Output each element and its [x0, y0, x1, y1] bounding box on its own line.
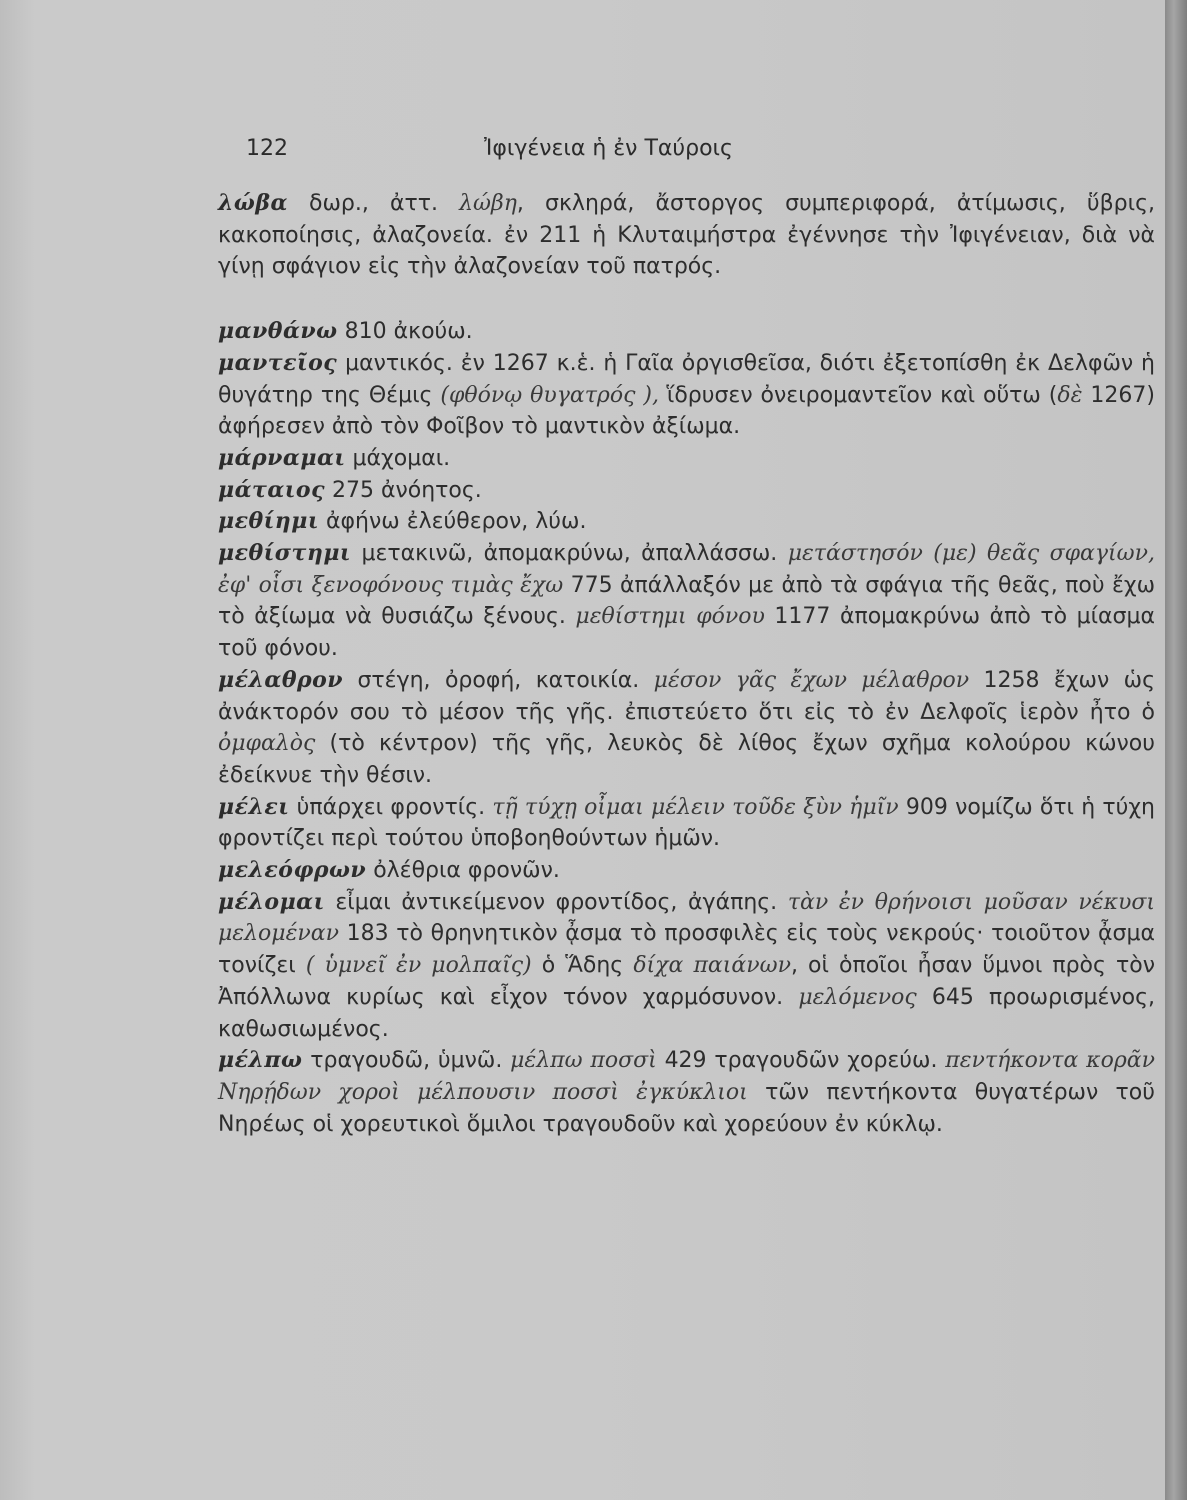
entry-headword: μέλπω — [218, 1047, 303, 1074]
glossary-entries — [218, 188, 1155, 1140]
glossary-entry — [218, 443, 1155, 475]
entry-text: , οἱ ὁποῖοι ἦσαν ὕμνοι πρὸς τὸν Ἀπόλλωνα κυρίως καὶ εἶχον τόνον χαρμόσυνον. — [218, 953, 1156, 1010]
entry-headword: μαντεῖος — [218, 349, 338, 376]
glossary-entry — [218, 506, 1155, 538]
entry-text: τραγουδῶ, ὑμνῶ. — [302, 1048, 511, 1074]
entry-text: (τὸ κέντρον) τῆς γῆς, λευκὸς δὲ λίθος ἔχων σχῆμα κολούρου κώνου ἐδείκνυε τὴν θέσιν. — [218, 731, 1155, 788]
entry-text: δωρ., ἀττ. — [287, 191, 460, 216]
entry-headword: μελεόφρων — [218, 857, 367, 884]
entry-text: 1177 ἀπομακρύνω ἀπὸ τὸ μίασμα τοῦ φόνου. — [218, 604, 1155, 662]
glossary-entry — [218, 475, 1155, 507]
page-header — [246, 136, 846, 170]
entry-headword: μεθίημι — [218, 508, 320, 535]
entry-text: ἵδρυσεν ὀνειρομαντεῖον καὶ οὕτω ( — [658, 382, 1058, 408]
entry-headword: λώβα — [218, 190, 288, 216]
entry-quotation: μέλπω ποσσὶ — [510, 1048, 657, 1074]
entry-headword: μεθίστημι — [218, 540, 352, 567]
entry-headword: μέλαθρον — [218, 666, 344, 693]
page-number: 122 — [246, 136, 288, 161]
entry-text: τῶν πεντήκοντα θυγατέρων τοῦ Νηρέως οἱ χορευτικοὶ ὅμιλοι τραγουδοῦν καὶ χορεύουν ἐν κύκλῳ. — [218, 1079, 1155, 1137]
entry-text: 1258 ἔχων ὡς ἀνάκτορόν σου τὸ μέσον τῆς γῆς. ἐπιστεύετο ὅτι εἰς τὸ ἐν Δελφοῖς ἱερὸν ἦτο ὁ — [218, 667, 1155, 725]
glossary-entry — [218, 792, 1155, 855]
entry-text: 775 ἀπάλλαξόν με ἀπὸ τὰ σφάγια τῆς θεᾶς, ποὺ ἔχω τὸ ἀξίωμα νὰ θυσιάζω ξένους. — [218, 572, 1155, 630]
entry-quotation: μετάστησόν (με) θεᾶς σφαγίων, ἐφ' οἷσι ξενοφόνους τιμὰς ἔχω — [218, 541, 1155, 598]
entry-text: ὁ Ἅδης — [531, 953, 634, 979]
page-edge — [1165, 0, 1187, 1500]
entry-text: μαντικός. ἐν 1267 κ.ἑ. ἡ Γαῖα ὀργισθεῖσα, διότι ἐξετοπίσθη ἐκ Δελφῶν ἡ θυγάτηρ της Θέμις — [218, 350, 1155, 408]
entry-text: , σκληρά, ἄστοργος συμπεριφορά, ἀτίμωσις, ὕβρις, κακοποίησις, ἀλαζονεία. ἐν 211 ἡ Κλυταιμήστρα ἐγέννησε τὴν Ἰφιγένειαν, διὰ νὰ γίνῃ σφάγιον εἰς τὴν ἀλαζονείαν τοῦ πατρός. — [218, 191, 1155, 280]
entry-quotation: δὲ — [1057, 382, 1083, 408]
entry-quotation: δίχα παιάνων — [633, 953, 791, 979]
entry-text: 909 νομίζω ὅτι ἡ τύχη φροντίζει περὶ τούτου ὑποβοηθούντων ἡμῶν. — [218, 794, 1155, 852]
entry-text: 645 προωρισμένος, καθωσιωμένος. — [218, 984, 1155, 1042]
entry-quotation: πεντήκοντα κορᾶν Νηρῄδων χοροὶ μέλπουσιν ποσσὶ ἐγκύκλιοι — [218, 1048, 1155, 1105]
entry-text: ὑπάρχει φροντίς. — [289, 794, 493, 820]
entry-headword: μέλομαι — [218, 888, 325, 915]
glossary-entry — [218, 188, 1155, 283]
entry-quotation: μέσον γᾶς ἔχων μέλαθρον — [653, 667, 970, 693]
glossary-entry — [218, 1045, 1155, 1140]
entry-quotation: τῇ τύχῃ οἶμαι μέλειν τοῦδε ξὺν ἡμῖν — [492, 794, 899, 820]
entry-text: μάχομαι. — [345, 445, 451, 471]
entry-quotation: (φθόνῳ θυγατρός ), — [440, 382, 659, 408]
glossary-entry — [218, 887, 1155, 1046]
entry-text: ἀφήνω ἐλεύθερον, λύω. — [319, 509, 587, 535]
glossary-entry — [218, 665, 1155, 792]
entry-text: μετακινῶ, ἀπομακρύνω, ἀπαλλάσσω. — [351, 541, 788, 567]
entry-text: 429 τραγουδῶν χορεύω. — [656, 1048, 946, 1074]
running-title: Ἰφιγένεια ἡ ἐν Ταύροις — [484, 136, 733, 161]
entry-quotation: μελόμενος — [798, 984, 917, 1010]
glossary-entry — [218, 538, 1155, 665]
entry-text: 275 ἀνόητος. — [324, 477, 482, 503]
entry-headword: μέλει — [218, 793, 290, 820]
glossary-entry — [218, 316, 1155, 348]
entry-quotation: ( ὑμνεῖ ἐν μολπαῖς) — [305, 953, 532, 979]
glossary-entry — [218, 855, 1155, 887]
entry-quotation: μεθίστημι φόνου — [575, 604, 765, 630]
entry-text: 1267) ἀφήρεσεν ἀπὸ τὸν Φοῖβον τὸ μαντικὸν ἀξίωμα. — [218, 382, 1155, 440]
entry-text: 183 τὸ θρηνητικὸν ᾆσμα τὸ προσφιλὲς εἰς τοὺς νεκρούς· τοιοῦτον ᾆσμα τονίζει — [218, 921, 1155, 979]
entry-quotation: λώβη — [459, 191, 517, 216]
entry-text: στέγη, ὀροφή, κατοικία. — [343, 667, 654, 693]
entry-headword: μάρναμαι — [218, 444, 346, 471]
entry-headword: μάταιος — [218, 476, 325, 503]
entry-text: εἶμαι ἀντικείμενον φροντίδος, ἀγάπης. — [324, 889, 788, 915]
entry-quotation: τὰν ἐν θρήνοισι μοῦσαν νέκυσι μελομέναν — [218, 889, 1156, 947]
entry-text: ὀλέθρια φρονῶν. — [366, 858, 560, 884]
entry-quotation: ὀμφαλὸς — [218, 731, 316, 757]
glossary-entry — [218, 348, 1155, 443]
entry-headword: μανθάνω — [218, 318, 338, 345]
entry-text: 810 ἀκούω. — [337, 319, 473, 345]
